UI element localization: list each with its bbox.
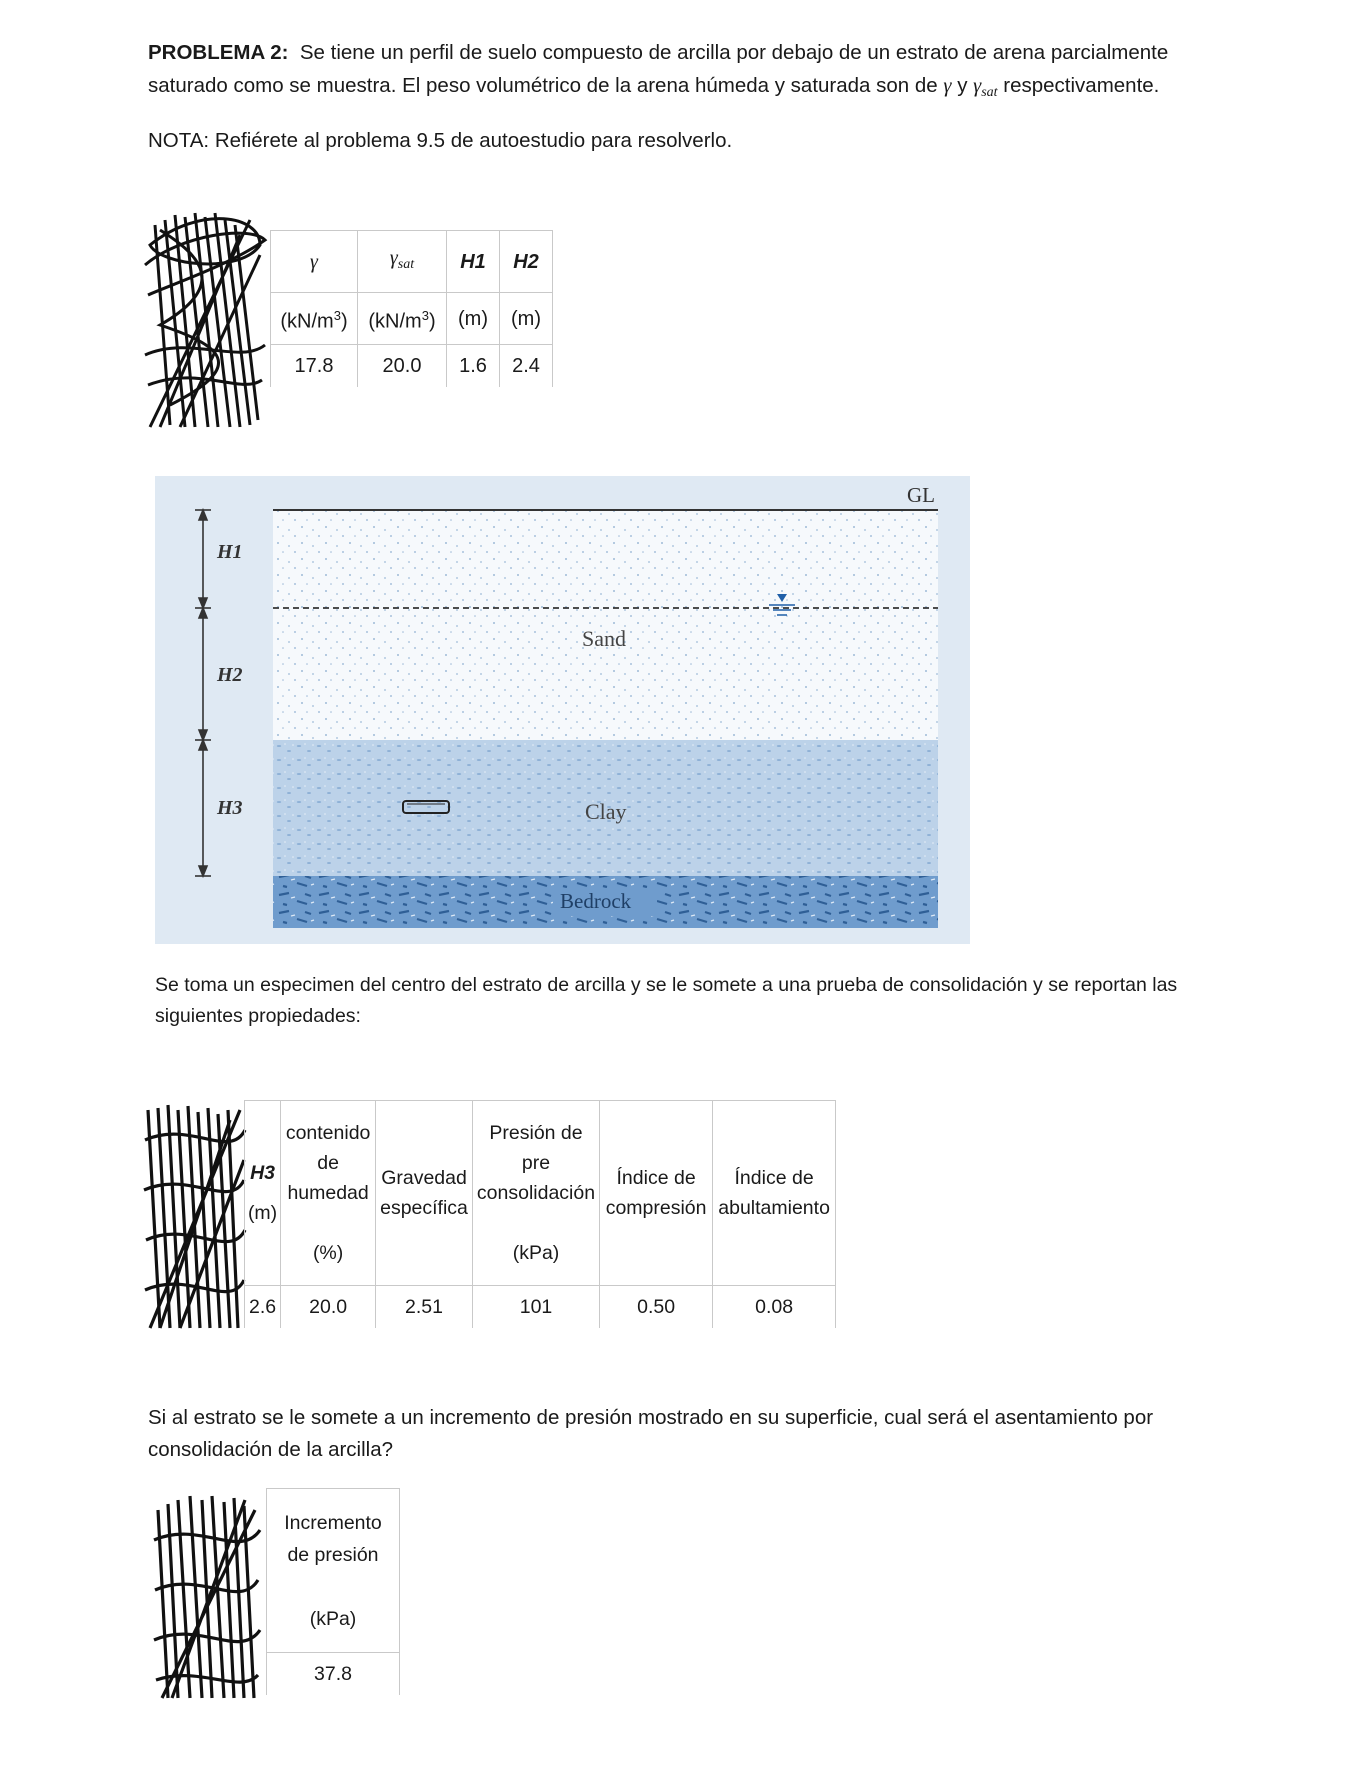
redaction-scribble: [140, 1100, 250, 1330]
soil-properties-table: [270, 230, 553, 387]
label-h2: H2: [217, 664, 243, 686]
value-gamma: 17.8: [271, 345, 358, 387]
problem-text-2: saturado como se muestra. El peso volumétrico de la arena húmeda y saturada son de: [148, 74, 938, 97]
unit-gamma: $(kN/m^3)$: [271, 293, 358, 345]
header-h3: H3 (m): [245, 1101, 281, 1286]
label-sand: Sand: [582, 626, 626, 651]
sand-layer: [273, 510, 938, 740]
header-moisture: contenido de humedad (%): [281, 1101, 376, 1286]
header-h1: H1: [460, 250, 486, 273]
problem-statement-line2: saturado como se muestra. El peso volumétrico de la arena húmeda y saturada son de γ y $\gamma_{sat}$ respectivamente.: [148, 74, 1160, 100]
specimen-text-1: Se toma un especimen del centro del estrato de arcilla y se le somete a una prueba de consolidación y se reportan las: [155, 974, 1178, 996]
label-clay: Clay: [585, 799, 627, 824]
label-bedrock: Bedrock: [560, 889, 632, 913]
label-gl: GL: [907, 483, 935, 507]
value-pressure-increment: 37.8: [267, 1653, 400, 1695]
header-gamma-sat: $\gamma_{sat}$: [358, 231, 447, 293]
redaction-scribble: [150, 1490, 265, 1700]
specimen-text-2: siguientes propiedades:: [155, 1005, 361, 1027]
value-compression-index: 0.50: [600, 1286, 713, 1328]
problem-text-3: respectivamente.: [1003, 74, 1160, 97]
header-pressure-increment: Incremento de presión (kPa): [267, 1489, 400, 1653]
unit-h1: (m): [447, 293, 500, 345]
value-gamma-sat: 20.0: [358, 345, 447, 387]
consolidation-properties-table: [244, 1100, 836, 1328]
gamma-symbol: γ: [943, 75, 952, 97]
soil-profile-diagram: [155, 476, 970, 944]
problem-text-1: Se tiene un perfil de suelo compuesto de arcilla por debajo de un estrato de arena parcialmente: [299, 41, 1169, 64]
value-moisture: 20.0: [281, 1286, 376, 1328]
note-text: NOTA: Refiérete al problema 9.5 de autoestudio para resolverlo.: [148, 129, 733, 152]
value-swelling-index: 0.08: [713, 1286, 836, 1328]
label-h3: H3: [217, 797, 243, 819]
pressure-increment-table: [266, 1488, 400, 1695]
redaction-scribble: [140, 205, 270, 430]
header-preconsolidation: Presión de pre consolidación (kPa): [472, 1101, 599, 1286]
label-h1: H1: [217, 541, 243, 563]
value-h3: 2.6: [245, 1286, 281, 1328]
header-swelling-index: Índice de abultamiento: [713, 1101, 836, 1286]
header-gamma: γ: [271, 231, 358, 293]
unit-gamma-sat: $(kN/m^3)$: [358, 293, 447, 345]
value-h1: 1.6: [447, 345, 500, 387]
value-preconsolidation: 101: [472, 1286, 599, 1328]
unit-h2: (m): [500, 293, 553, 345]
question-text-1: Si al estrato se le somete a un incremento de presión mostrado en su superficie, cual será el asentamiento por: [148, 1406, 1154, 1429]
value-specific-gravity: 2.51: [376, 1286, 473, 1328]
value-h2: 2.4: [500, 345, 553, 387]
problem-label: PROBLEMA 2: [148, 41, 282, 64]
problem-statement-line1: PROBLEMA 2: Se tiene un perfil de suelo compuesto de arcilla por debajo de un estrato de arena parcialmente: [148, 41, 1169, 64]
header-h2: H2: [513, 250, 539, 273]
gamma-sat-symbol: $\gamma_{sat}$: [973, 75, 998, 100]
header-compression-index: Índice de compresión: [600, 1101, 713, 1286]
header-specific-gravity: Gravedad específica: [376, 1101, 473, 1286]
question-text-2: consolidación de la arcilla?: [148, 1438, 394, 1461]
